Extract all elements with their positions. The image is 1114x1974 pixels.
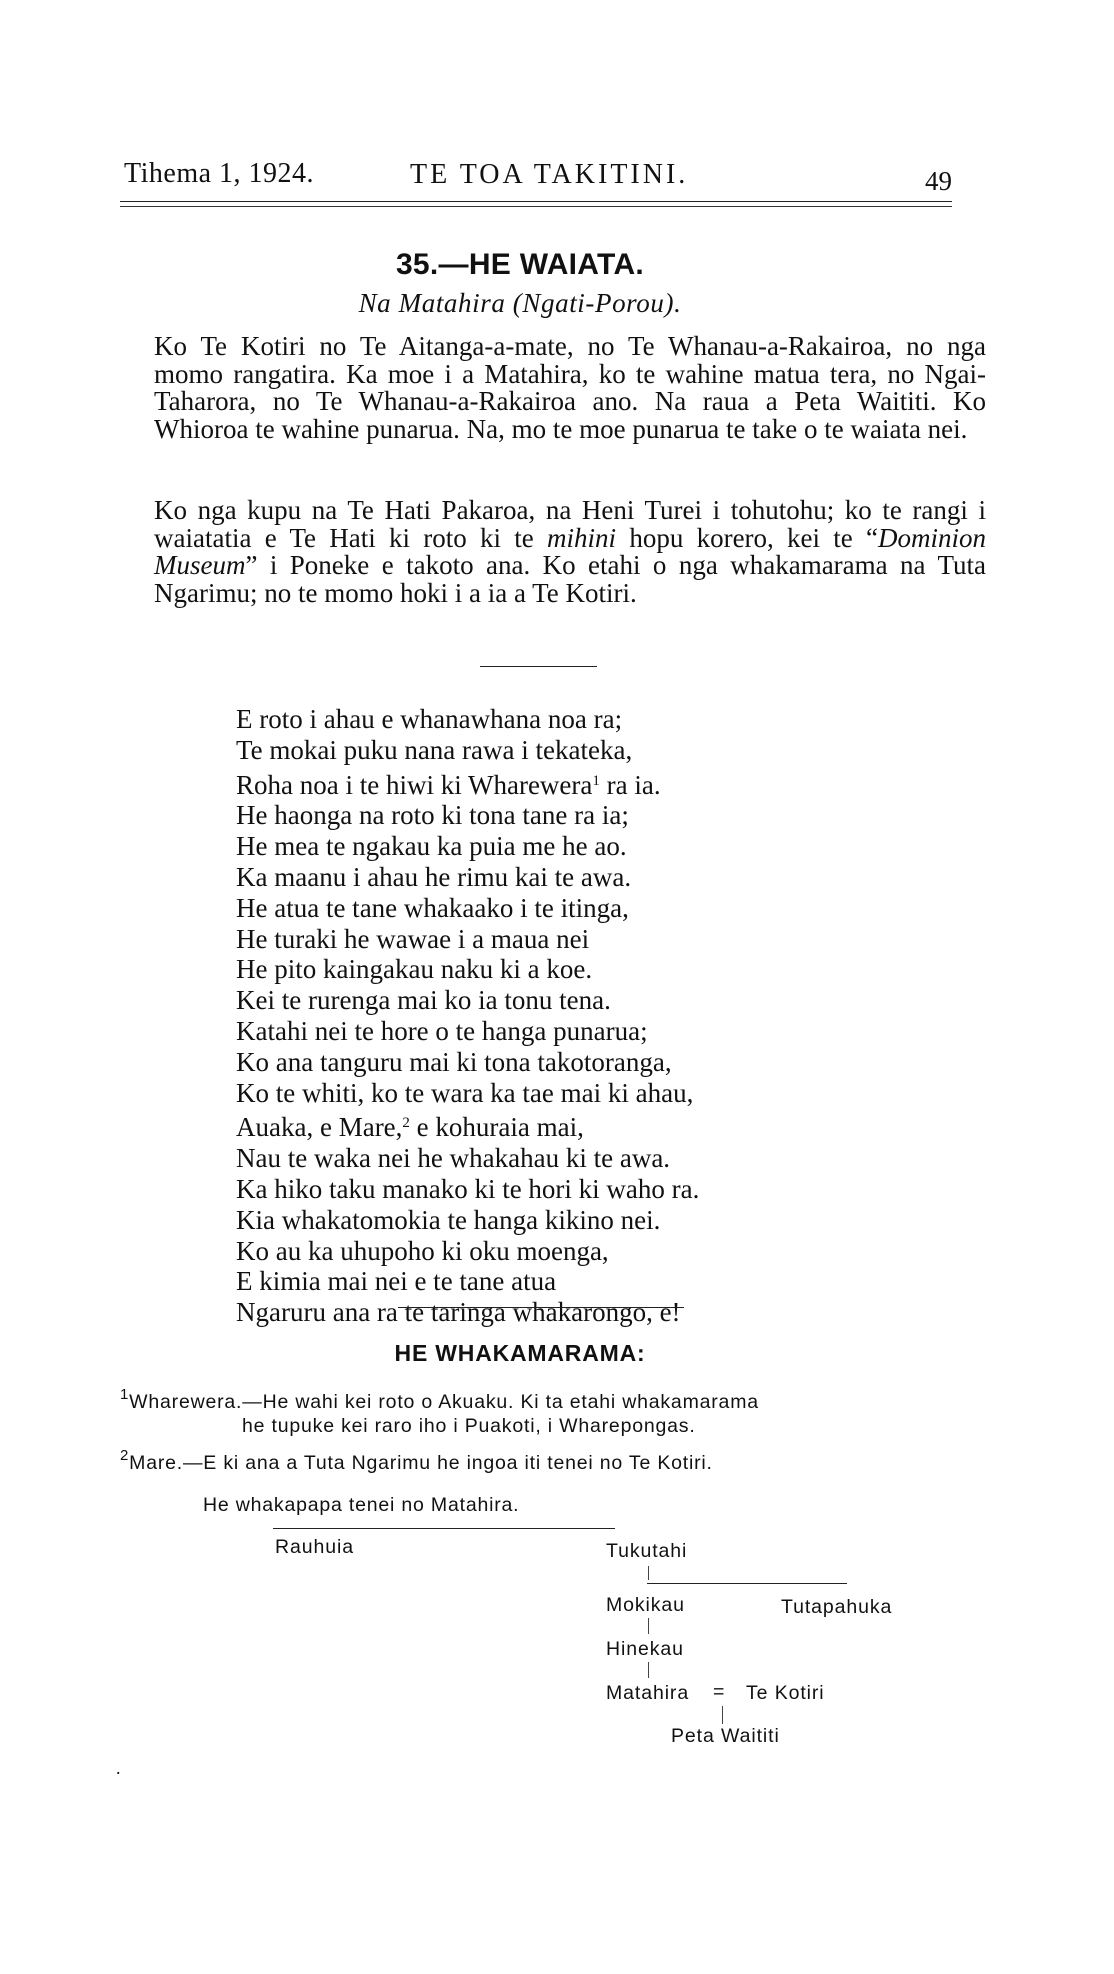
header-rule	[120, 201, 952, 202]
intro-paragraph-2	[120, 497, 986, 607]
footnote-1-marker: 1	[120, 1386, 130, 1403]
intro-paragraph-2-italic-museum: Dominion Museum	[154, 522, 987, 580]
genealogy-peta-waititi: Peta Waititi	[671, 1725, 780, 1747]
poem-line-19: E kimia mai nei e te tane atua	[236, 1266, 557, 1297]
poem-line-2: Te mokai puku nana rawa i tekateka,	[236, 734, 633, 765]
section-divider	[480, 666, 597, 667]
genealogy-line-4	[722, 1706, 723, 1724]
poem-line-17: Kia whakatomokia te hanga kikino nei.	[236, 1204, 661, 1235]
genealogy-intro: He whakapapa tenei no Matahira.	[203, 1494, 520, 1516]
footnote-1	[120, 1383, 952, 1414]
genealogy-te-kotiri: Te Kotiri	[746, 1682, 825, 1704]
poem-line-3-start: Roha noa i te hiwi ki Wharewera	[236, 769, 593, 800]
genealogy-line-3	[648, 1662, 649, 1678]
poem-end-divider	[398, 1307, 684, 1308]
article-title: 35.—HE WAIATA.	[395, 248, 645, 281]
genealogy-matahira: Matahira	[606, 1682, 690, 1704]
intro-paragraph-1: Ko Te Kotiri no Te Aitanga-a-mate, no Te Whanau-a-Rakairoa, no nga momo rangatira. Ka moe i a Matahira, ko te wahine matua tera, no Ngai-Taharora, no Te Whanau-a-Rakairoa ano. Na raua a Peta Waititi. Ko Whioroa te wahine punarua. Na, mo te moe punarua te take o te waiata nei.	[154, 331, 986, 444]
poem-line-16: Ka hiko taku manako ki te hori ki waho ra.	[236, 1173, 700, 1204]
footnotes	[120, 1383, 952, 1475]
genealogy-sibling-rule	[647, 1583, 847, 1584]
poem	[236, 704, 856, 1328]
poem-line-20: Ngaruru ana ra te taringa whakarongo, e!	[236, 1297, 681, 1328]
poem-line-11: Katahi nei te hore o te hanga punarua;	[236, 1015, 648, 1046]
running-header	[120, 158, 952, 198]
journal-title: TE TOA TAKITINI.	[410, 159, 689, 190]
poem-line-10: Kei te rurenga mai ko ia tonu tena.	[236, 985, 611, 1016]
poem-line-7: He atua te tane whakaako i te itinga,	[236, 892, 629, 923]
poem-line-12: Ko ana tanguru mai ki tona takotoranga,	[236, 1046, 672, 1077]
footnote-2	[120, 1444, 952, 1475]
poem-line-8: He turaki he wawae i a maua nei	[236, 923, 590, 954]
stray-mark: .	[116, 1758, 121, 1778]
poem-line-13: Ko te whiti, ko te wara ka tae mai ki ahau,	[236, 1077, 694, 1108]
footnote-ref-1: 1	[592, 772, 600, 789]
poem-line-3	[236, 766, 856, 801]
poem-line-9: He pito kaingakau naku ki a koe.	[236, 954, 593, 985]
poem-line-3-end: ra ia.	[599, 769, 661, 800]
poem-line-14-end: e kohuraia mai,	[409, 1112, 584, 1143]
poem-line-5: He mea te ngakau ka puia me he ao.	[236, 831, 627, 862]
poem-line-6: Ka maanu i ahau he rimu kai te awa.	[236, 861, 632, 892]
genealogy-top-rule	[273, 1528, 615, 1529]
notes-heading: HE WHAKAMARAMA:	[394, 1340, 646, 1366]
genealogy-tutapahuka: Tutapahuka	[781, 1596, 893, 1618]
header-date: Tihema 1, 1924.	[124, 158, 315, 189]
genealogy-rauhuia: Rauhuia	[275, 1536, 354, 1558]
intro-paragraph-2-part2: hopu korero, kei te “	[616, 522, 879, 553]
poem-line-14	[236, 1108, 856, 1143]
genealogy-line-2	[648, 1618, 649, 1634]
genealogy-hinekau: Hinekau	[606, 1638, 684, 1660]
poem-line-1: E roto i ahau e whanawhana noa ra;	[236, 704, 623, 734]
poem-line-18: Ko au ka uhupoho ki oku moenga,	[236, 1235, 609, 1266]
genealogy-tukutahi: Tukutahi	[606, 1540, 688, 1562]
genealogy-mokikau: Mokikau	[606, 1594, 685, 1616]
genealogy-line-1	[648, 1566, 649, 1580]
poem-line-14-start: Auaka, e Mare,	[236, 1112, 403, 1143]
intro-paragraph-2-part1: Ko nga kupu na Te Hati Pakaroa, na Heni Turei i tohutohu; ko te rangi i waiatatia e Te Hati ki roto ki te	[154, 495, 986, 553]
article-subtitle: Na Matahira (Ngati-Porou).	[358, 288, 682, 318]
header-rule-secondary	[120, 206, 952, 207]
footnote-2-marker: 2	[120, 1447, 130, 1464]
intro-paragraph-2-part3: ” i Poneke e takoto ana. Ko etahi o nga whakamarama na Tuta Ngarimu; no te momo hoki i a ia a Te Kotiri.	[154, 550, 986, 608]
page-number: 49	[925, 166, 952, 196]
intro-paragraph-2-italic-mihini: mihini	[547, 522, 617, 553]
footnote-ref-2: 2	[402, 1115, 410, 1132]
footnote-2-text: Mare.—E ki ana a Tuta Ngarimu he ingoa iti tenei no Te Kotiri.	[129, 1452, 713, 1474]
footnote-1-text: Wharewera.—He wahi kei roto o Akuaku. Ki ta etahi whakamarama	[129, 1391, 759, 1413]
poem-line-4: He haonga na roto ki tona tane ra ia;	[236, 800, 629, 831]
poem-line-15: Nau te waka nei he whakahau ki te awa.	[236, 1143, 671, 1174]
genealogy-marriage-symbol: =	[713, 1681, 726, 1703]
footnote-1-continuation: he tupuke kei raro iho i Puakoti, i Wharepongas.	[242, 1415, 696, 1437]
